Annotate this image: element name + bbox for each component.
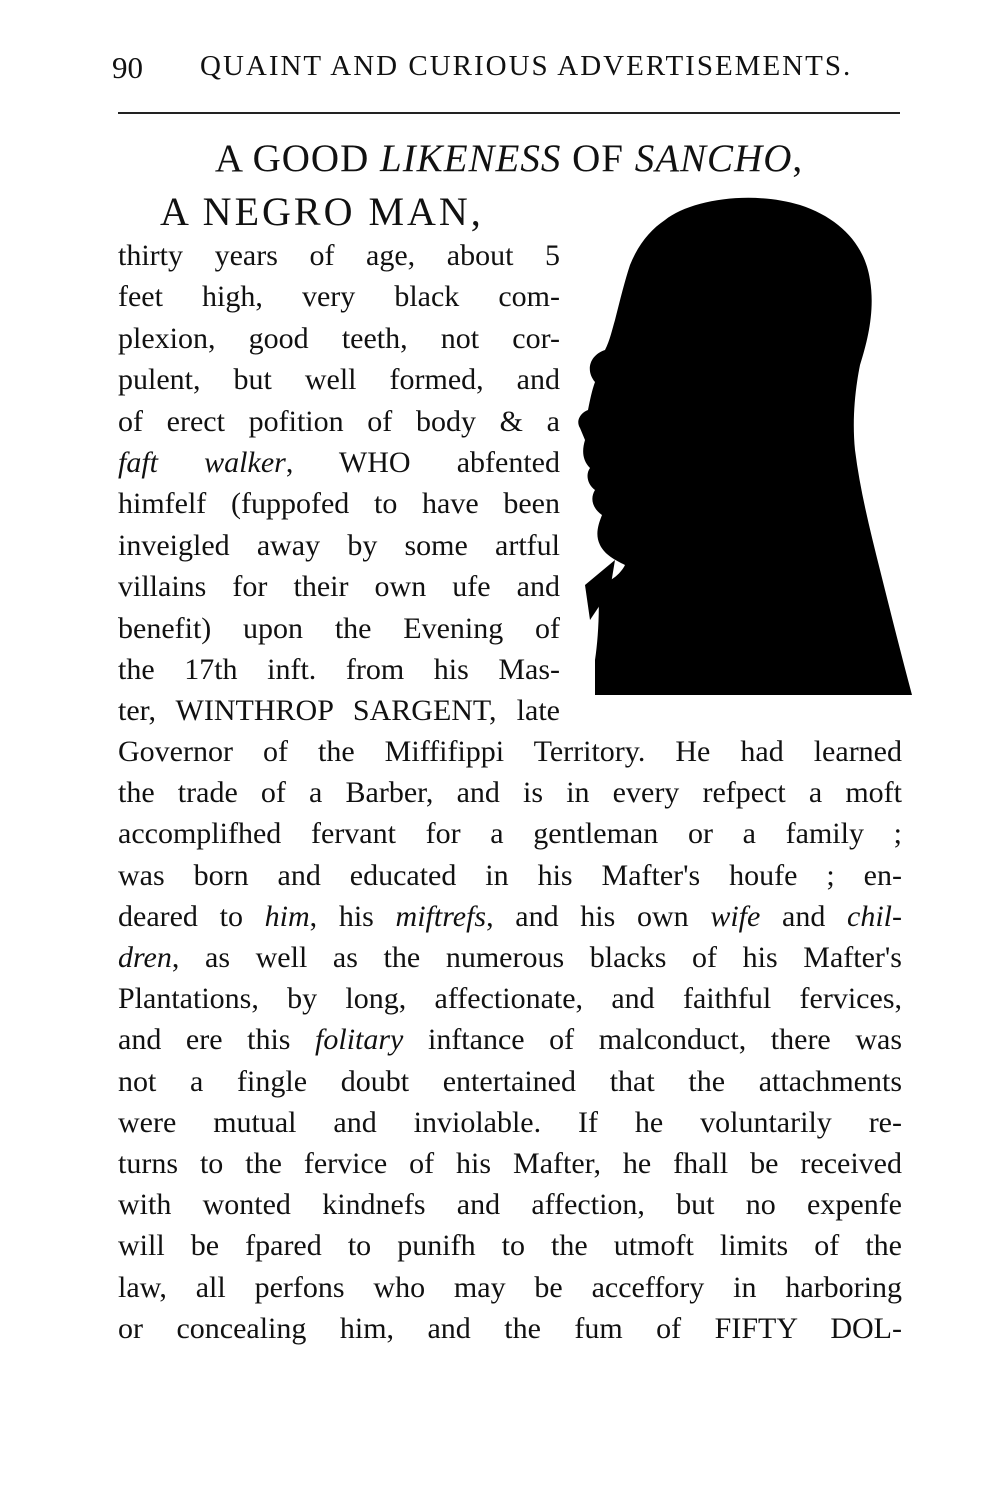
body-line: and ere this folitary inftance of malconduct, there was: [118, 1023, 902, 1057]
body-line: turns to the fervice of his Mafter, he fhall be received: [118, 1147, 902, 1180]
body-line: or concealing him, and the fum of FIFTY DOL-: [118, 1311, 902, 1345]
body-line: Plantations, by long, affectionate, and faithful fervices,: [118, 982, 902, 1016]
body-line: dren, as well as the numerous blacks of his Mafter's: [118, 941, 902, 974]
body-line: thirty years of age, about 5: [118, 239, 560, 272]
body-line: benefit) upon the Evening of: [118, 611, 560, 645]
silhouette-portrait-icon: [570, 190, 915, 700]
body-line: feet high, very black com-: [118, 280, 560, 314]
body-line: accomplifhed fervant for a gentleman or a family ;: [118, 817, 902, 851]
body-line: villains for their own ufe and: [118, 570, 560, 604]
body-line: pulent, but well formed, and: [118, 363, 560, 397]
body-line: faft walker, WHO abfented: [118, 446, 560, 479]
body-line: not a fingle doubt entertained that the attachments: [118, 1064, 902, 1098]
running-header: [112, 50, 902, 90]
headline-line-1: A GOOD LIKENESS OF SANCHO,: [214, 137, 804, 180]
body-line: deared to him, his miftrefs, and his own wife and chil-: [118, 899, 902, 933]
body-line: were mutual and inviolable. If he voluntarily re-: [118, 1105, 902, 1139]
body-line: the trade of a Barber, and is in every refpect a moft: [118, 776, 902, 810]
body-line: the 17th inft. from his Mas-: [118, 653, 560, 686]
body-line: ter, WINTHROP SARGENT, late: [118, 694, 560, 728]
headline-line-2: A NEGRO MAN,: [160, 189, 484, 234]
body-line: Governor of the Miffifippi Territory. He had learned: [118, 735, 902, 768]
running-title: QUAINT AND CURIOUS ADVERTISEMENTS.: [200, 50, 853, 82]
body-line: was born and educated in his Mafter's houfe ; en-: [118, 858, 902, 892]
page-number: 90: [112, 50, 143, 85]
body-line: himfelf (fuppofed to have been: [118, 487, 560, 521]
body-line: with wonted kindnefs and affection, but no expenfe: [118, 1188, 902, 1222]
header-rule: [118, 112, 900, 114]
body-line: inveigled away by some artful: [118, 528, 560, 562]
body-line: law, all perfons who may be acceffory in harboring: [118, 1270, 902, 1304]
body-line: of erect pofition of body & a: [118, 404, 560, 438]
body-line: plexion, good teeth, not cor-: [118, 321, 560, 355]
body-line: will be fpared to punifh to the utmoft limits of the: [118, 1229, 902, 1263]
